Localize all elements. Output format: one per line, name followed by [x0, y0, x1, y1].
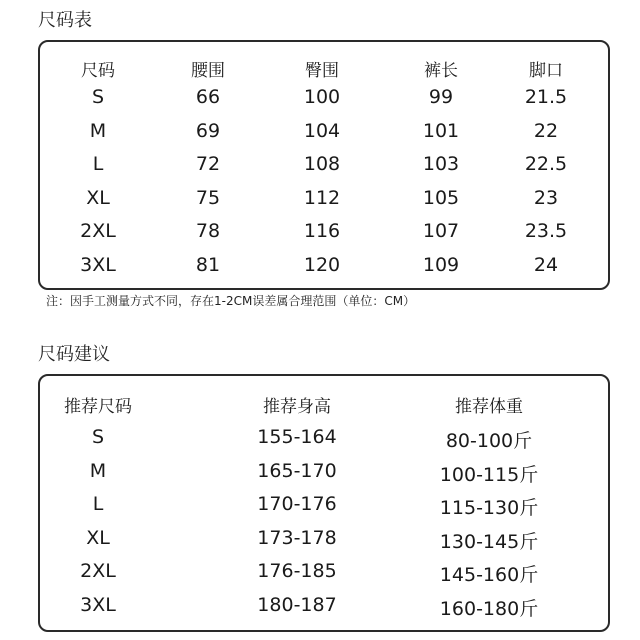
header-hem: 脚口 [529, 61, 563, 81]
cell-size: 2XL [80, 220, 116, 242]
cell-length: 103 [422, 153, 460, 175]
header-waist: 腰围 [191, 61, 225, 81]
cell-length: 109 [422, 253, 460, 276]
cell-size: 2XL [80, 560, 116, 582]
header-size: 尺码 [81, 61, 115, 81]
cell-hip: 112 [303, 186, 341, 209]
cell-weight: 145-160斤 [439, 564, 539, 586]
size-table-title: 尺码表 [38, 10, 92, 31]
cell-hem: 23.5 [524, 220, 568, 242]
cell-hip: 120 [303, 253, 341, 276]
cell-height: 165-170 [257, 459, 337, 482]
cell-size: 3XL [80, 593, 116, 616]
cell-size: L [92, 493, 104, 515]
cell-size: XL [86, 526, 110, 549]
cell-length: 101 [422, 119, 460, 142]
header-weight: 推荐体重 [455, 397, 523, 417]
cell-size: 3XL [80, 253, 116, 276]
cell-height: 176-185 [257, 560, 337, 582]
header-length: 裤长 [424, 61, 458, 81]
cell-length: 107 [422, 220, 460, 242]
cell-waist: 78 [195, 220, 221, 242]
cell-size: S [91, 426, 105, 448]
cell-weight: 130-145斤 [439, 530, 539, 553]
cell-hip: 116 [303, 220, 341, 242]
cell-size: M [89, 119, 107, 142]
cell-size: S [91, 86, 105, 108]
size-advice-table [38, 374, 610, 632]
measurement-note: 注：因手工测量方式不同，存在1-2CM误差属合理范围（单位：CM） [46, 294, 416, 308]
cell-hem: 23 [533, 186, 559, 209]
header-size: 推荐尺码 [64, 397, 132, 417]
cell-height: 170-176 [257, 493, 337, 515]
cell-weight: 115-130斤 [439, 497, 539, 519]
cell-height: 173-178 [257, 526, 337, 549]
size-advice-title: 尺码建议 [38, 344, 110, 365]
cell-hip: 100 [303, 86, 341, 108]
cell-hip: 108 [303, 153, 341, 175]
cell-size: M [89, 459, 107, 482]
header-height: 推荐身高 [263, 397, 331, 417]
cell-size: L [92, 153, 104, 175]
cell-height: 155-164 [257, 426, 337, 448]
cell-length: 99 [428, 86, 454, 108]
cell-hem: 21.5 [524, 86, 568, 108]
cell-waist: 72 [195, 153, 221, 175]
size-table [38, 40, 610, 290]
cell-waist: 66 [195, 86, 221, 108]
cell-waist: 81 [195, 253, 221, 276]
cell-hem: 24 [533, 253, 559, 276]
header-hip: 臀围 [305, 61, 339, 81]
cell-hip: 104 [303, 119, 341, 142]
cell-weight: 100-115斤 [439, 463, 539, 486]
cell-size: XL [86, 186, 110, 209]
cell-waist: 75 [195, 186, 221, 209]
cell-hem: 22 [533, 119, 559, 142]
cell-length: 105 [422, 186, 460, 209]
cell-hem: 22.5 [524, 153, 568, 175]
cell-waist: 69 [195, 119, 221, 142]
cell-height: 180-187 [257, 593, 337, 616]
cell-weight: 160-180斤 [439, 597, 539, 620]
cell-weight: 80-100斤 [445, 430, 533, 452]
